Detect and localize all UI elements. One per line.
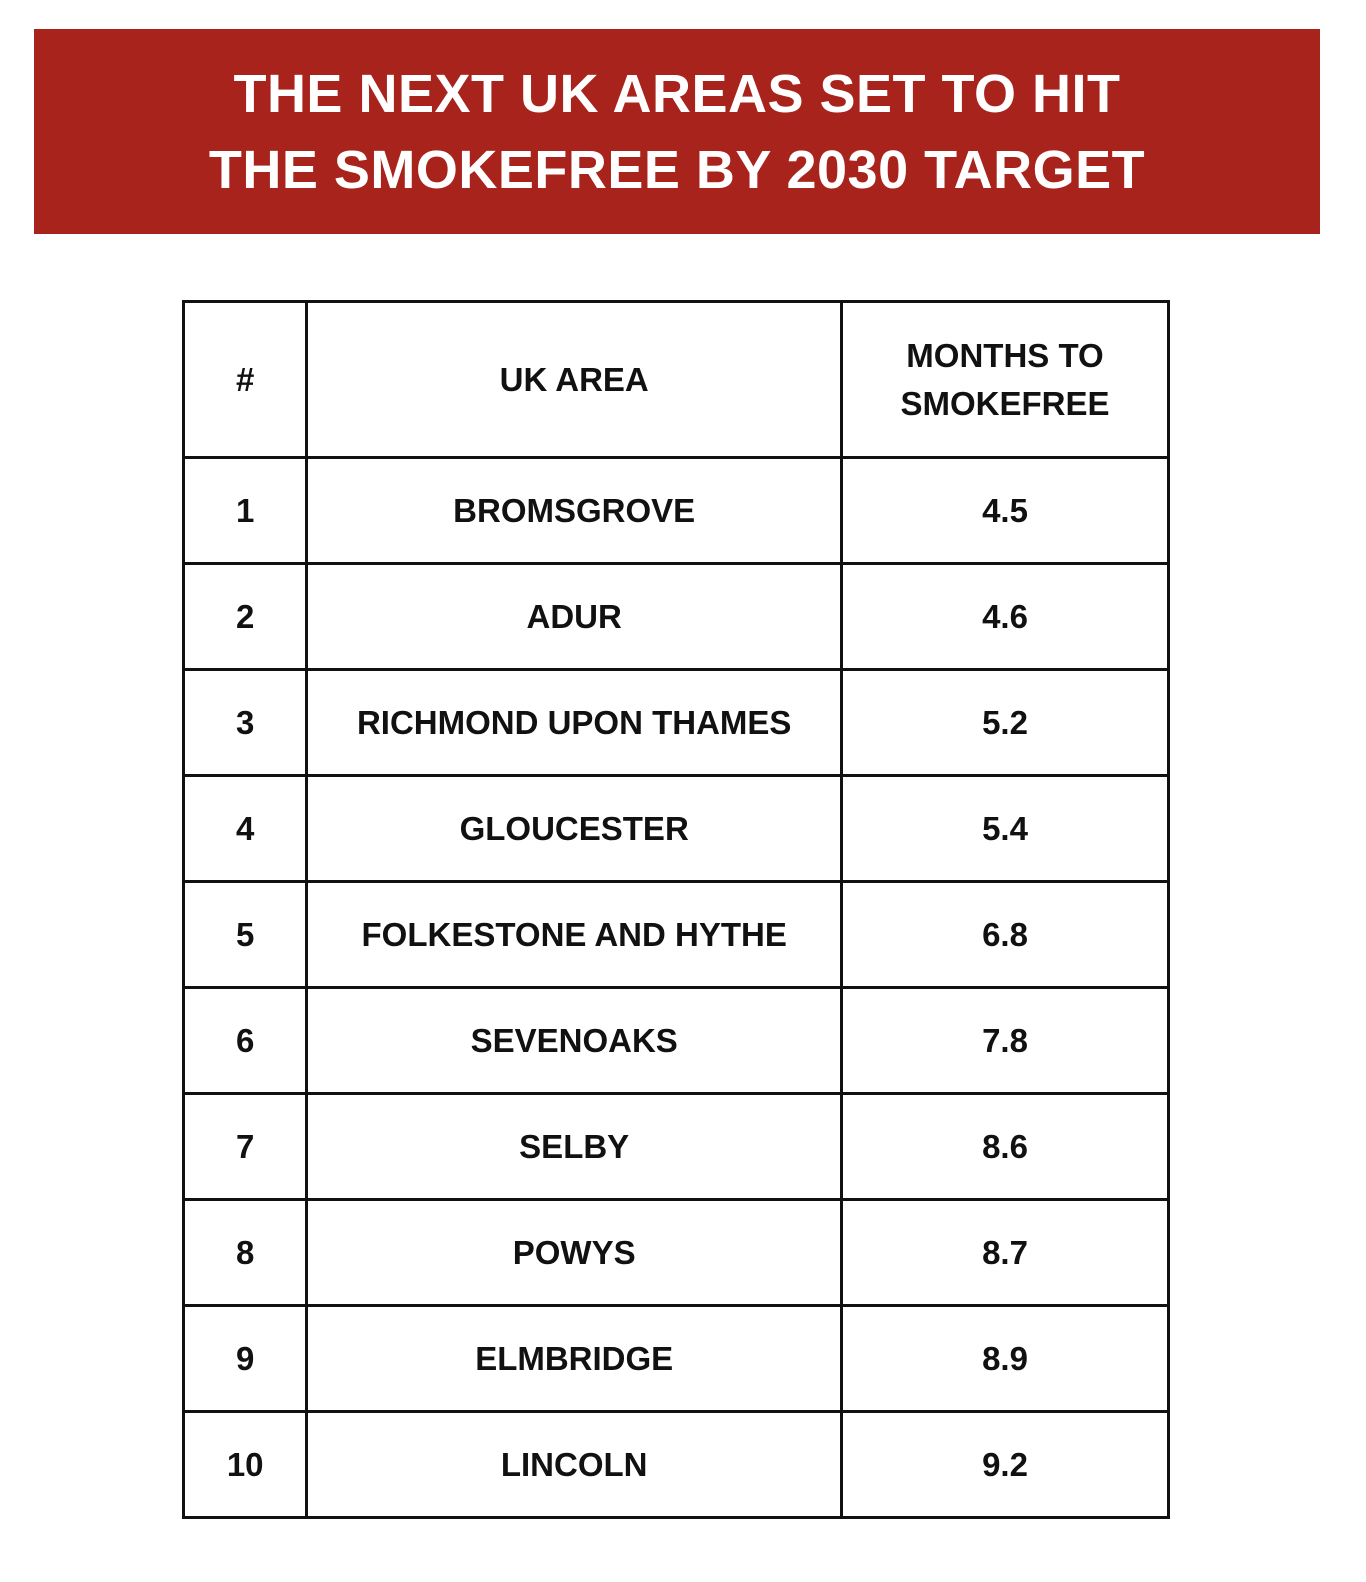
table-header xyxy=(184,302,1169,458)
rank-cell: 5 xyxy=(184,882,307,988)
months-cell: 5.4 xyxy=(842,776,1169,882)
table-body xyxy=(184,458,1169,1518)
table-row xyxy=(184,458,1169,564)
months-cell: 8.6 xyxy=(842,1094,1169,1200)
months-cell: 8.9 xyxy=(842,1306,1169,1412)
rank-cell: 1 xyxy=(184,458,307,564)
table-row xyxy=(184,776,1169,882)
area-cell: ADUR xyxy=(307,564,842,670)
table-row xyxy=(184,670,1169,776)
header-uk-area: UK AREA xyxy=(307,302,842,458)
title-line-2: THE SMOKEFREE BY 2030 TARGET xyxy=(208,139,1146,200)
months-cell: 6.8 xyxy=(842,882,1169,988)
area-cell: FOLKESTONE AND HYTHE xyxy=(307,882,842,988)
rank-cell: 7 xyxy=(184,1094,307,1200)
area-cell: ELMBRIDGE xyxy=(307,1306,842,1412)
table-row xyxy=(184,1412,1169,1518)
table-row xyxy=(184,1306,1169,1412)
area-cell: SEVENOAKS xyxy=(307,988,842,1094)
months-cell: 7.8 xyxy=(842,988,1169,1094)
area-cell: GLOUCESTER xyxy=(307,776,842,882)
table-row xyxy=(184,564,1169,670)
months-cell: 8.7 xyxy=(842,1200,1169,1306)
rank-cell: 4 xyxy=(184,776,307,882)
header-row xyxy=(184,302,1169,458)
smokefree-ranking-table xyxy=(182,300,1170,1519)
area-cell: RICHMOND UPON THAMES xyxy=(307,670,842,776)
rank-cell: 2 xyxy=(184,564,307,670)
table-row xyxy=(184,1200,1169,1306)
rank-cell: 3 xyxy=(184,670,307,776)
header-rank: # xyxy=(184,302,307,458)
table-row xyxy=(184,882,1169,988)
months-cell: 9.2 xyxy=(842,1412,1169,1518)
header-months-line-2: SMOKEFREE xyxy=(900,384,1110,422)
months-cell: 5.2 xyxy=(842,670,1169,776)
rank-cell: 8 xyxy=(184,1200,307,1306)
header-months-line-1: MONTHS TO xyxy=(906,336,1104,374)
months-cell: 4.5 xyxy=(842,458,1169,564)
title-banner xyxy=(34,29,1320,234)
area-cell: POWYS xyxy=(307,1200,842,1306)
table-row xyxy=(184,1094,1169,1200)
title-line-1: THE NEXT UK AREAS SET TO HIT xyxy=(233,63,1121,124)
rank-cell: 6 xyxy=(184,988,307,1094)
months-cell: 4.6 xyxy=(842,564,1169,670)
area-cell: LINCOLN xyxy=(307,1412,842,1518)
rank-cell: 9 xyxy=(184,1306,307,1412)
area-cell: SELBY xyxy=(307,1094,842,1200)
area-cell: BROMSGROVE xyxy=(307,458,842,564)
table-row xyxy=(184,988,1169,1094)
header-months-to-smokefree xyxy=(842,302,1169,458)
rank-cell: 10 xyxy=(184,1412,307,1518)
